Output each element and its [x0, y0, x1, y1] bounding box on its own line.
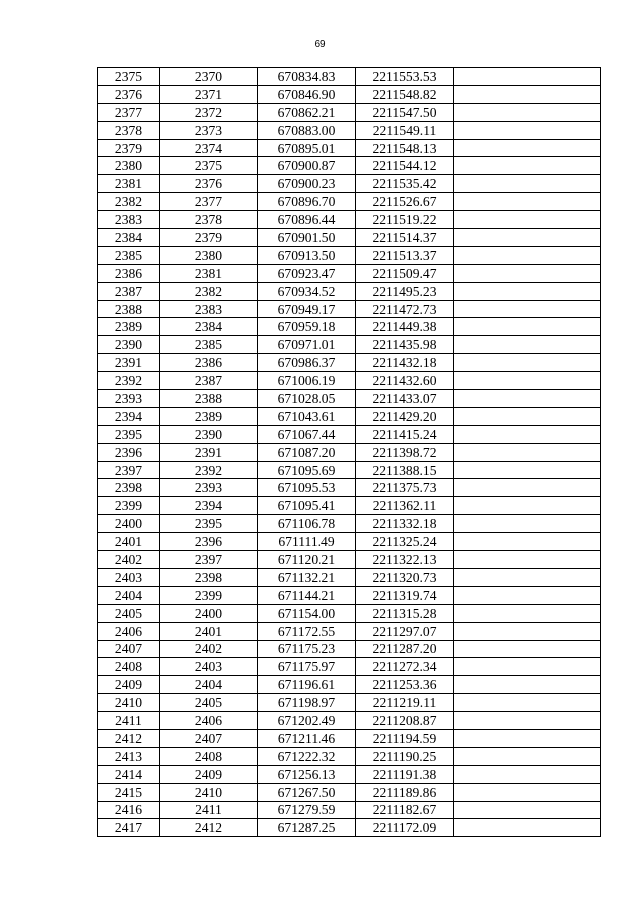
x-coordinate-cell: 671095.41	[258, 497, 356, 515]
row-index-cell: 2375	[98, 68, 160, 86]
y-coordinate-cell: 2211514.37	[356, 229, 454, 247]
y-coordinate-cell: 2211432.18	[356, 354, 454, 372]
empty-cell	[454, 801, 601, 819]
empty-cell	[454, 264, 601, 282]
row-index-cell: 2390	[98, 336, 160, 354]
row-index-cell: 2398	[98, 479, 160, 497]
table-row	[98, 282, 601, 300]
point-id-cell: 2382	[160, 282, 258, 300]
point-id-cell: 2406	[160, 712, 258, 730]
table-row	[98, 497, 601, 515]
table-row	[98, 336, 601, 354]
table-row	[98, 300, 601, 318]
point-id-cell: 2404	[160, 676, 258, 694]
x-coordinate-cell: 671095.53	[258, 479, 356, 497]
y-coordinate-cell: 2211526.67	[356, 193, 454, 211]
point-id-cell: 2408	[160, 747, 258, 765]
point-id-cell: 2396	[160, 533, 258, 551]
row-index-cell: 2388	[98, 300, 160, 318]
x-coordinate-cell: 671196.61	[258, 676, 356, 694]
empty-cell	[454, 211, 601, 229]
point-id-cell: 2371	[160, 85, 258, 103]
x-coordinate-cell: 670883.00	[258, 121, 356, 139]
table-row	[98, 568, 601, 586]
row-index-cell: 2389	[98, 318, 160, 336]
point-id-cell: 2398	[160, 568, 258, 586]
empty-cell	[454, 461, 601, 479]
empty-cell	[454, 68, 601, 86]
y-coordinate-cell: 2211519.22	[356, 211, 454, 229]
point-id-cell: 2394	[160, 497, 258, 515]
empty-cell	[454, 300, 601, 318]
x-coordinate-cell: 671267.50	[258, 783, 356, 801]
empty-cell	[454, 765, 601, 783]
x-coordinate-cell: 670923.47	[258, 264, 356, 282]
y-coordinate-cell: 2211398.72	[356, 443, 454, 461]
y-coordinate-cell: 2211509.47	[356, 264, 454, 282]
empty-cell	[454, 157, 601, 175]
row-index-cell: 2381	[98, 175, 160, 193]
table-row	[98, 783, 601, 801]
point-id-cell: 2402	[160, 640, 258, 658]
empty-cell	[454, 783, 601, 801]
empty-cell	[454, 336, 601, 354]
point-id-cell: 2388	[160, 390, 258, 408]
table-row	[98, 229, 601, 247]
row-index-cell: 2380	[98, 157, 160, 175]
table-row	[98, 712, 601, 730]
point-id-cell: 2392	[160, 461, 258, 479]
table-row	[98, 407, 601, 425]
table-row	[98, 68, 601, 86]
table-row	[98, 372, 601, 390]
y-coordinate-cell: 2211548.13	[356, 139, 454, 157]
point-id-cell: 2395	[160, 515, 258, 533]
table-row	[98, 175, 601, 193]
empty-cell	[454, 443, 601, 461]
empty-cell	[454, 85, 601, 103]
y-coordinate-cell: 2211315.28	[356, 604, 454, 622]
x-coordinate-cell: 671087.20	[258, 443, 356, 461]
table-row	[98, 622, 601, 640]
y-coordinate-cell: 2211388.15	[356, 461, 454, 479]
empty-cell	[454, 676, 601, 694]
table-row	[98, 103, 601, 121]
y-coordinate-cell: 2211194.59	[356, 729, 454, 747]
row-index-cell: 2397	[98, 461, 160, 479]
point-id-cell: 2387	[160, 372, 258, 390]
table-row	[98, 801, 601, 819]
empty-cell	[454, 622, 601, 640]
empty-cell	[454, 479, 601, 497]
x-coordinate-cell: 670949.17	[258, 300, 356, 318]
x-coordinate-cell: 671120.21	[258, 551, 356, 569]
point-id-cell: 2378	[160, 211, 258, 229]
empty-cell	[454, 139, 601, 157]
row-index-cell: 2412	[98, 729, 160, 747]
row-index-cell: 2404	[98, 586, 160, 604]
y-coordinate-cell: 2211322.13	[356, 551, 454, 569]
y-coordinate-cell: 2211362.11	[356, 497, 454, 515]
x-coordinate-cell: 670896.44	[258, 211, 356, 229]
y-coordinate-cell: 2211325.24	[356, 533, 454, 551]
row-index-cell: 2391	[98, 354, 160, 372]
empty-cell	[454, 390, 601, 408]
x-coordinate-cell: 670900.87	[258, 157, 356, 175]
row-index-cell: 2396	[98, 443, 160, 461]
y-coordinate-cell: 2211272.34	[356, 658, 454, 676]
x-coordinate-cell: 670900.23	[258, 175, 356, 193]
x-coordinate-cell: 671006.19	[258, 372, 356, 390]
point-id-cell: 2393	[160, 479, 258, 497]
point-id-cell: 2379	[160, 229, 258, 247]
row-index-cell: 2409	[98, 676, 160, 694]
x-coordinate-cell: 670834.83	[258, 68, 356, 86]
row-index-cell: 2403	[98, 568, 160, 586]
empty-cell	[454, 318, 601, 336]
x-coordinate-cell: 671095.69	[258, 461, 356, 479]
row-index-cell: 2385	[98, 246, 160, 264]
x-coordinate-cell: 670901.50	[258, 229, 356, 247]
y-coordinate-cell: 2211429.20	[356, 407, 454, 425]
y-coordinate-cell: 2211433.07	[356, 390, 454, 408]
table-row	[98, 264, 601, 282]
x-coordinate-cell: 670934.52	[258, 282, 356, 300]
point-id-cell: 2407	[160, 729, 258, 747]
row-index-cell: 2402	[98, 551, 160, 569]
table-row	[98, 121, 601, 139]
point-id-cell: 2397	[160, 551, 258, 569]
y-coordinate-cell: 2211190.25	[356, 747, 454, 765]
table-row	[98, 747, 601, 765]
empty-cell	[454, 246, 601, 264]
point-id-cell: 2411	[160, 801, 258, 819]
row-index-cell: 2393	[98, 390, 160, 408]
x-coordinate-cell: 671172.55	[258, 622, 356, 640]
point-id-cell: 2389	[160, 407, 258, 425]
x-coordinate-cell: 671222.32	[258, 747, 356, 765]
x-coordinate-cell: 671028.05	[258, 390, 356, 408]
x-coordinate-cell: 670895.01	[258, 139, 356, 157]
y-coordinate-cell: 2211219.11	[356, 694, 454, 712]
row-index-cell: 2387	[98, 282, 160, 300]
x-coordinate-cell: 671154.00	[258, 604, 356, 622]
empty-cell	[454, 407, 601, 425]
row-index-cell: 2411	[98, 712, 160, 730]
y-coordinate-cell: 2211495.23	[356, 282, 454, 300]
table-row	[98, 604, 601, 622]
point-id-cell: 2370	[160, 68, 258, 86]
y-coordinate-cell: 2211553.53	[356, 68, 454, 86]
y-coordinate-cell: 2211435.98	[356, 336, 454, 354]
y-coordinate-cell: 2211432.60	[356, 372, 454, 390]
empty-cell	[454, 533, 601, 551]
empty-cell	[454, 658, 601, 676]
table-row	[98, 354, 601, 372]
y-coordinate-cell: 2211297.07	[356, 622, 454, 640]
table-row	[98, 533, 601, 551]
x-coordinate-cell: 671175.23	[258, 640, 356, 658]
x-coordinate-cell: 671211.46	[258, 729, 356, 747]
table-row	[98, 586, 601, 604]
empty-cell	[454, 568, 601, 586]
y-coordinate-cell: 2211449.38	[356, 318, 454, 336]
table-body	[98, 68, 601, 837]
x-coordinate-cell: 671144.21	[258, 586, 356, 604]
empty-cell	[454, 193, 601, 211]
y-coordinate-cell: 2211549.11	[356, 121, 454, 139]
empty-cell	[454, 282, 601, 300]
x-coordinate-cell: 670846.90	[258, 85, 356, 103]
y-coordinate-cell: 2211544.12	[356, 157, 454, 175]
row-index-cell: 2407	[98, 640, 160, 658]
x-coordinate-cell: 671279.59	[258, 801, 356, 819]
empty-cell	[454, 729, 601, 747]
point-id-cell: 2403	[160, 658, 258, 676]
empty-cell	[454, 425, 601, 443]
point-id-cell: 2384	[160, 318, 258, 336]
point-id-cell: 2386	[160, 354, 258, 372]
x-coordinate-cell: 671106.78	[258, 515, 356, 533]
x-coordinate-cell: 671287.25	[258, 819, 356, 837]
point-id-cell: 2377	[160, 193, 258, 211]
table-row	[98, 819, 601, 837]
x-coordinate-cell: 671256.13	[258, 765, 356, 783]
empty-cell	[454, 604, 601, 622]
y-coordinate-cell: 2211253.36	[356, 676, 454, 694]
y-coordinate-cell: 2211547.50	[356, 103, 454, 121]
row-index-cell: 2377	[98, 103, 160, 121]
empty-cell	[454, 694, 601, 712]
row-index-cell: 2416	[98, 801, 160, 819]
point-id-cell: 2383	[160, 300, 258, 318]
y-coordinate-cell: 2211182.67	[356, 801, 454, 819]
row-index-cell: 2378	[98, 121, 160, 139]
y-coordinate-cell: 2211535.42	[356, 175, 454, 193]
table-row	[98, 139, 601, 157]
row-index-cell: 2410	[98, 694, 160, 712]
y-coordinate-cell: 2211320.73	[356, 568, 454, 586]
empty-cell	[454, 175, 601, 193]
table-row	[98, 390, 601, 408]
table-row	[98, 85, 601, 103]
table-row	[98, 676, 601, 694]
row-index-cell: 2383	[98, 211, 160, 229]
table-row	[98, 246, 601, 264]
y-coordinate-cell: 2211189.86	[356, 783, 454, 801]
row-index-cell: 2406	[98, 622, 160, 640]
empty-cell	[454, 747, 601, 765]
point-id-cell: 2405	[160, 694, 258, 712]
x-coordinate-cell: 671202.49	[258, 712, 356, 730]
row-index-cell: 2417	[98, 819, 160, 837]
x-coordinate-cell: 671198.97	[258, 694, 356, 712]
table-row	[98, 765, 601, 783]
table-row	[98, 443, 601, 461]
point-id-cell: 2376	[160, 175, 258, 193]
point-id-cell: 2374	[160, 139, 258, 157]
coordinates-table	[97, 67, 601, 837]
row-index-cell: 2415	[98, 783, 160, 801]
table-row	[98, 694, 601, 712]
point-id-cell: 2410	[160, 783, 258, 801]
point-id-cell: 2391	[160, 443, 258, 461]
row-index-cell: 2376	[98, 85, 160, 103]
y-coordinate-cell: 2211191.38	[356, 765, 454, 783]
x-coordinate-cell: 671067.44	[258, 425, 356, 443]
table-row	[98, 461, 601, 479]
empty-cell	[454, 121, 601, 139]
empty-cell	[454, 354, 601, 372]
x-coordinate-cell: 670862.21	[258, 103, 356, 121]
empty-cell	[454, 372, 601, 390]
row-index-cell: 2399	[98, 497, 160, 515]
row-index-cell: 2401	[98, 533, 160, 551]
table-row	[98, 658, 601, 676]
table-row	[98, 515, 601, 533]
row-index-cell: 2382	[98, 193, 160, 211]
y-coordinate-cell: 2211415.24	[356, 425, 454, 443]
row-index-cell: 2379	[98, 139, 160, 157]
point-id-cell: 2390	[160, 425, 258, 443]
empty-cell	[454, 497, 601, 515]
y-coordinate-cell: 2211287.20	[356, 640, 454, 658]
point-id-cell: 2399	[160, 586, 258, 604]
table-row	[98, 729, 601, 747]
empty-cell	[454, 551, 601, 569]
row-index-cell: 2413	[98, 747, 160, 765]
row-index-cell: 2414	[98, 765, 160, 783]
row-index-cell: 2394	[98, 407, 160, 425]
x-coordinate-cell: 671043.61	[258, 407, 356, 425]
empty-cell	[454, 640, 601, 658]
y-coordinate-cell: 2211208.87	[356, 712, 454, 730]
row-index-cell: 2405	[98, 604, 160, 622]
y-coordinate-cell: 2211548.82	[356, 85, 454, 103]
point-id-cell: 2381	[160, 264, 258, 282]
point-id-cell: 2375	[160, 157, 258, 175]
row-index-cell: 2392	[98, 372, 160, 390]
x-coordinate-cell: 671175.97	[258, 658, 356, 676]
y-coordinate-cell: 2211172.09	[356, 819, 454, 837]
point-id-cell: 2409	[160, 765, 258, 783]
row-index-cell: 2400	[98, 515, 160, 533]
y-coordinate-cell: 2211472.73	[356, 300, 454, 318]
row-index-cell: 2408	[98, 658, 160, 676]
point-id-cell: 2400	[160, 604, 258, 622]
y-coordinate-cell: 2211319.74	[356, 586, 454, 604]
point-id-cell: 2372	[160, 103, 258, 121]
table-row	[98, 318, 601, 336]
table-row	[98, 425, 601, 443]
row-index-cell: 2395	[98, 425, 160, 443]
empty-cell	[454, 103, 601, 121]
table-row	[98, 211, 601, 229]
point-id-cell: 2385	[160, 336, 258, 354]
x-coordinate-cell: 670986.37	[258, 354, 356, 372]
x-coordinate-cell: 671132.21	[258, 568, 356, 586]
y-coordinate-cell: 2211375.73	[356, 479, 454, 497]
point-id-cell: 2401	[160, 622, 258, 640]
point-id-cell: 2380	[160, 246, 258, 264]
empty-cell	[454, 819, 601, 837]
x-coordinate-cell: 670971.01	[258, 336, 356, 354]
row-index-cell: 2386	[98, 264, 160, 282]
point-id-cell: 2412	[160, 819, 258, 837]
point-id-cell: 2373	[160, 121, 258, 139]
empty-cell	[454, 229, 601, 247]
row-index-cell: 2384	[98, 229, 160, 247]
x-coordinate-cell: 670896.70	[258, 193, 356, 211]
page-number: 69	[314, 39, 326, 50]
empty-cell	[454, 586, 601, 604]
table-row	[98, 640, 601, 658]
table-row	[98, 551, 601, 569]
x-coordinate-cell: 671111.49	[258, 533, 356, 551]
x-coordinate-cell: 670913.50	[258, 246, 356, 264]
table-row	[98, 193, 601, 211]
y-coordinate-cell: 2211513.37	[356, 246, 454, 264]
y-coordinate-cell: 2211332.18	[356, 515, 454, 533]
empty-cell	[454, 712, 601, 730]
table-row	[98, 479, 601, 497]
x-coordinate-cell: 670959.18	[258, 318, 356, 336]
table-row	[98, 157, 601, 175]
empty-cell	[454, 515, 601, 533]
